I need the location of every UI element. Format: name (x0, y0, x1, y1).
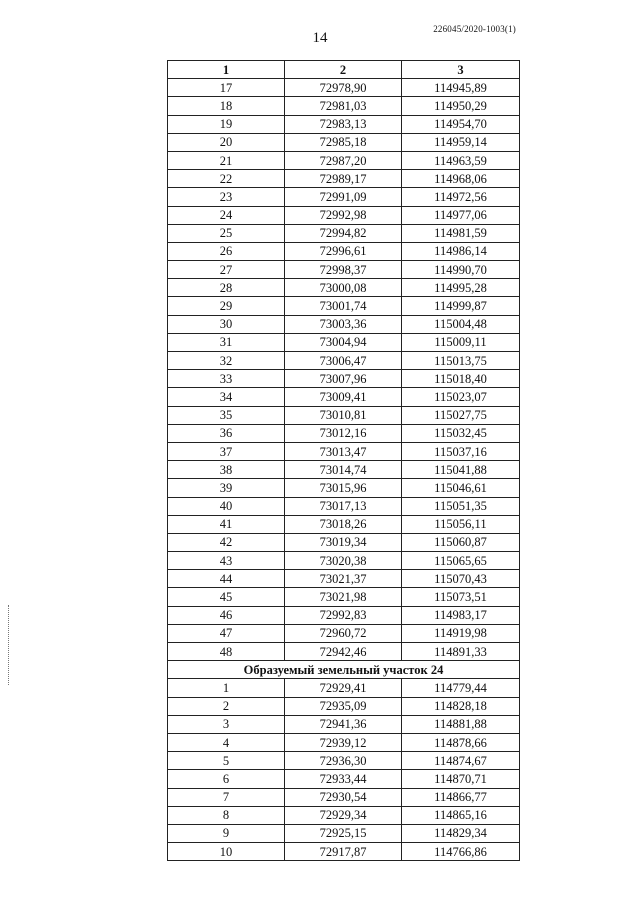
table-row (168, 442, 520, 460)
table-row (168, 588, 520, 606)
table-cell-col3: 114766,86 (402, 843, 520, 861)
table-cell-col2: 73010,81 (285, 406, 402, 424)
table-cell-col2: 73007,96 (285, 370, 402, 388)
table-cell-col2: 72992,83 (285, 606, 402, 624)
table-cell-col1: 23 (168, 188, 285, 206)
table-cell-col2: 72998,37 (285, 261, 402, 279)
table-row (168, 133, 520, 151)
table-cell-col2: 73013,47 (285, 442, 402, 460)
document-id: 226045/2020-1003(1) (433, 24, 516, 34)
table-cell-col3: 114968,06 (402, 170, 520, 188)
table-cell-col1: 34 (168, 388, 285, 406)
table-row (168, 679, 520, 697)
table-cell-col1: 38 (168, 461, 285, 479)
table-cell-col1: 19 (168, 115, 285, 133)
table-cell-col2: 73009,41 (285, 388, 402, 406)
table-cell-col1: 35 (168, 406, 285, 424)
header-cell-1: 1 (168, 61, 285, 79)
table-row (168, 242, 520, 260)
table-cell-col3: 115018,40 (402, 370, 520, 388)
table-cell-col1: 3 (168, 715, 285, 733)
table-cell-col3: 114995,28 (402, 279, 520, 297)
table-row (168, 388, 520, 406)
page-number: 14 (312, 30, 328, 46)
table-cell-col3: 114828,18 (402, 697, 520, 715)
table-row (168, 406, 520, 424)
table-row (168, 497, 520, 515)
table-cell-col2: 72989,17 (285, 170, 402, 188)
table-row (168, 424, 520, 442)
table-cell-col1: 1 (168, 679, 285, 697)
section-row (168, 661, 520, 679)
table-row (168, 188, 520, 206)
table-header-row (168, 61, 520, 79)
table-cell-col3: 114963,59 (402, 151, 520, 169)
table-cell-col3: 115027,75 (402, 406, 520, 424)
table-row (168, 697, 520, 715)
table-cell-col3: 115056,11 (402, 515, 520, 533)
table-row (168, 224, 520, 242)
section-title: Образуемый земельный участок 24 (168, 661, 520, 679)
table-cell-col3: 114972,56 (402, 188, 520, 206)
table-cell-col1: 6 (168, 770, 285, 788)
table-cell-col3: 115070,43 (402, 570, 520, 588)
margin-marks (8, 605, 11, 685)
table-cell-col2: 73003,36 (285, 315, 402, 333)
table-row (168, 733, 520, 751)
table-cell-col2: 72930,54 (285, 788, 402, 806)
table-cell-col3: 115046,61 (402, 479, 520, 497)
section-header (168, 661, 520, 679)
table-cell-col1: 26 (168, 242, 285, 260)
table-cell-col2: 72936,30 (285, 752, 402, 770)
table-cell-col3: 114959,14 (402, 133, 520, 151)
table-cell-col1: 46 (168, 606, 285, 624)
table-row (168, 279, 520, 297)
table-body-part2 (168, 679, 520, 861)
table-cell-col3: 115073,51 (402, 588, 520, 606)
table-cell-col1: 30 (168, 315, 285, 333)
table-cell-col1: 20 (168, 133, 285, 151)
table-cell-col1: 18 (168, 97, 285, 115)
table-cell-col3: 115060,87 (402, 533, 520, 551)
table-cell-col3: 114977,06 (402, 206, 520, 224)
table-cell-col1: 7 (168, 788, 285, 806)
table-row (168, 352, 520, 370)
table-cell-col2: 72942,46 (285, 643, 402, 661)
table-cell-col1: 17 (168, 79, 285, 97)
table-row (168, 824, 520, 842)
table-cell-col3: 114870,71 (402, 770, 520, 788)
table-cell-col1: 44 (168, 570, 285, 588)
table-cell-col1: 48 (168, 643, 285, 661)
table-cell-col1: 9 (168, 824, 285, 842)
table-cell-col1: 2 (168, 697, 285, 715)
table-cell-col3: 115004,48 (402, 315, 520, 333)
table-cell-col1: 39 (168, 479, 285, 497)
table-cell-col3: 114779,44 (402, 679, 520, 697)
table-cell-col3: 115009,11 (402, 333, 520, 351)
table-cell-col2: 72929,41 (285, 679, 402, 697)
table-cell-col3: 114945,89 (402, 79, 520, 97)
table-cell-col3: 114874,67 (402, 752, 520, 770)
table-row (168, 606, 520, 624)
table-cell-col3: 115023,07 (402, 388, 520, 406)
table-cell-col2: 73019,34 (285, 533, 402, 551)
table-cell-col2: 72992,98 (285, 206, 402, 224)
table-row (168, 570, 520, 588)
header-cell-2: 2 (285, 61, 402, 79)
table-cell-col3: 115065,65 (402, 552, 520, 570)
table-cell-col3: 115032,45 (402, 424, 520, 442)
table-row (168, 97, 520, 115)
table-cell-col2: 72960,72 (285, 624, 402, 642)
table-row (168, 79, 520, 97)
table-row (168, 770, 520, 788)
table-cell-col3: 114866,77 (402, 788, 520, 806)
table-row (168, 479, 520, 497)
table-cell-col3: 114881,88 (402, 715, 520, 733)
table-cell-col2: 72994,82 (285, 224, 402, 242)
table-cell-col1: 47 (168, 624, 285, 642)
table-cell-col2: 72933,44 (285, 770, 402, 788)
header-cell-3: 3 (402, 61, 520, 79)
table-row (168, 788, 520, 806)
table-cell-col3: 114891,33 (402, 643, 520, 661)
table-cell-col3: 115037,16 (402, 442, 520, 460)
table-cell-col1: 24 (168, 206, 285, 224)
table-cell-col3: 114983,17 (402, 606, 520, 624)
table-row (168, 515, 520, 533)
table-cell-col3: 114954,70 (402, 115, 520, 133)
table-row (168, 806, 520, 824)
table-cell-col1: 28 (168, 279, 285, 297)
table-cell-col3: 114829,34 (402, 824, 520, 842)
table-row (168, 752, 520, 770)
table-cell-col2: 73018,26 (285, 515, 402, 533)
table-cell-col2: 72929,34 (285, 806, 402, 824)
table-cell-col3: 114986,14 (402, 242, 520, 260)
table-cell-col1: 45 (168, 588, 285, 606)
table-row (168, 206, 520, 224)
table-cell-col1: 33 (168, 370, 285, 388)
table-cell-col2: 72991,09 (285, 188, 402, 206)
table-cell-col2: 73006,47 (285, 352, 402, 370)
table-cell-col2: 72985,18 (285, 133, 402, 151)
table-cell-col1: 29 (168, 297, 285, 315)
table-cell-col2: 72925,15 (285, 824, 402, 842)
table-cell-col3: 114919,98 (402, 624, 520, 642)
table-cell-col2: 72917,87 (285, 843, 402, 861)
table-cell-col3: 114878,66 (402, 733, 520, 751)
table-row (168, 333, 520, 351)
table-row (168, 115, 520, 133)
table-cell-col3: 115051,35 (402, 497, 520, 515)
table-cell-col1: 40 (168, 497, 285, 515)
table-cell-col1: 10 (168, 843, 285, 861)
table-cell-col2: 72987,20 (285, 151, 402, 169)
table-cell-col2: 73021,37 (285, 570, 402, 588)
table-cell-col2: 72941,36 (285, 715, 402, 733)
coordinates-table (167, 60, 520, 861)
table-cell-col1: 36 (168, 424, 285, 442)
table-cell-col1: 8 (168, 806, 285, 824)
table-cell-col1: 42 (168, 533, 285, 551)
table-row (168, 643, 520, 661)
table-cell-col1: 27 (168, 261, 285, 279)
table-cell-col2: 73020,38 (285, 552, 402, 570)
table-cell-col2: 72981,03 (285, 97, 402, 115)
table-cell-col1: 37 (168, 442, 285, 460)
table-row (168, 261, 520, 279)
table-cell-col2: 72939,12 (285, 733, 402, 751)
table-cell-col2: 72996,61 (285, 242, 402, 260)
table-cell-col1: 31 (168, 333, 285, 351)
table-cell-col1: 25 (168, 224, 285, 242)
table-row (168, 533, 520, 551)
table-cell-col1: 43 (168, 552, 285, 570)
table-cell-col1: 21 (168, 151, 285, 169)
table-cell-col2: 73014,74 (285, 461, 402, 479)
table-cell-col2: 73017,13 (285, 497, 402, 515)
table-cell-col3: 115041,88 (402, 461, 520, 479)
table-cell-col1: 5 (168, 752, 285, 770)
table-cell-col2: 73004,94 (285, 333, 402, 351)
table-row (168, 170, 520, 188)
table-cell-col1: 22 (168, 170, 285, 188)
table-cell-col3: 114865,16 (402, 806, 520, 824)
table-row (168, 715, 520, 733)
table-cell-col2: 73015,96 (285, 479, 402, 497)
table-cell-col2: 73012,16 (285, 424, 402, 442)
table-cell-col3: 114981,59 (402, 224, 520, 242)
table-cell-col2: 73001,74 (285, 297, 402, 315)
table-cell-col3: 115013,75 (402, 352, 520, 370)
table-cell-col2: 73021,98 (285, 588, 402, 606)
table-cell-col2: 73000,08 (285, 279, 402, 297)
table-row (168, 151, 520, 169)
table-row (168, 297, 520, 315)
table-row (168, 315, 520, 333)
table-cell-col2: 72935,09 (285, 697, 402, 715)
table-row (168, 624, 520, 642)
table-cell-col1: 32 (168, 352, 285, 370)
table-cell-col2: 72983,13 (285, 115, 402, 133)
table-row (168, 552, 520, 570)
table-cell-col1: 41 (168, 515, 285, 533)
table-cell-col3: 114990,70 (402, 261, 520, 279)
table-row (168, 843, 520, 861)
table-cell-col3: 114950,29 (402, 97, 520, 115)
table-row (168, 370, 520, 388)
table-cell-col2: 72978,90 (285, 79, 402, 97)
table-row (168, 461, 520, 479)
table-cell-col1: 4 (168, 733, 285, 751)
table-body-part1 (168, 79, 520, 661)
table-cell-col3: 114999,87 (402, 297, 520, 315)
